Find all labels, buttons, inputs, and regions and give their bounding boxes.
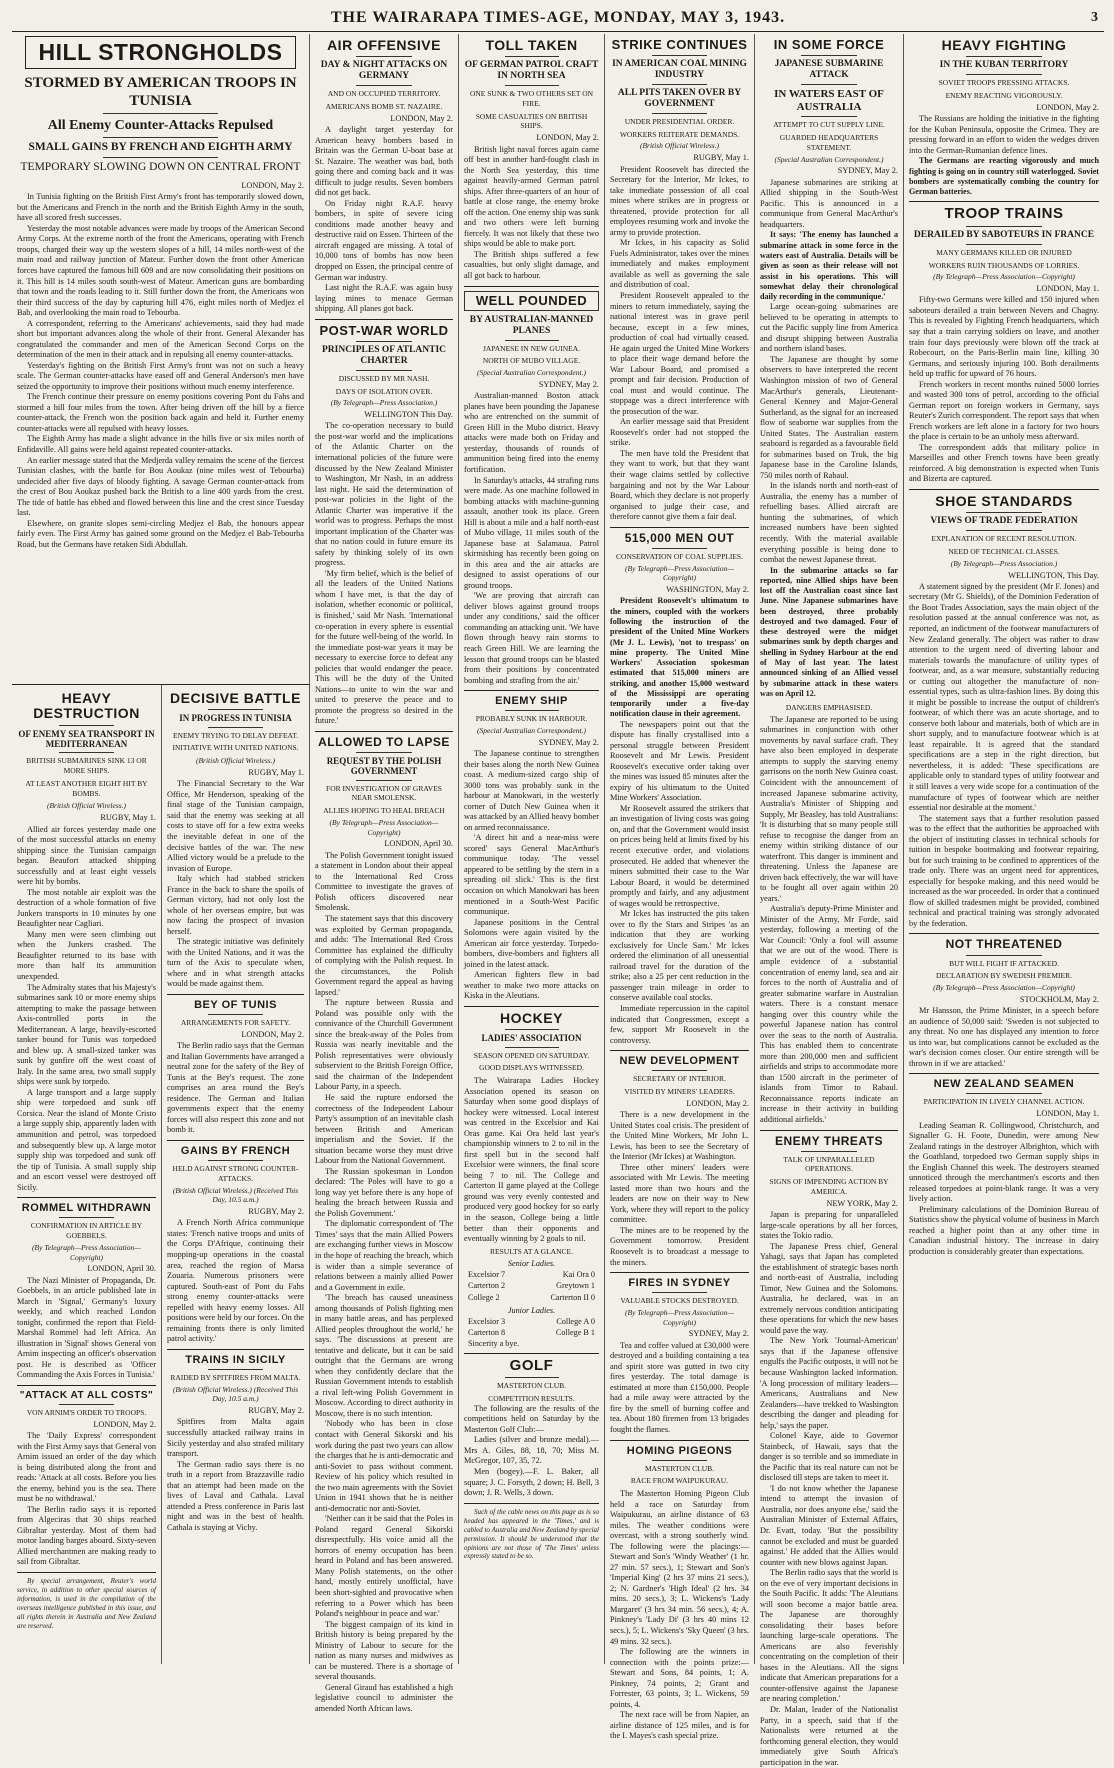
- sicily-dateline: RUGBY, May 2.: [248, 1406, 304, 1416]
- men-dateline: WASHINGTON, May 2.: [666, 585, 749, 595]
- lapse-paragraph: The Polish Government tonight issued a statement in London about their appeal to the International Red Cross Committee to investigate the graves of Polish officers discovered near Smolensk.: [315, 850, 453, 913]
- result-row: College 2 Carterton II 0: [468, 1292, 595, 1302]
- decisive-paragraph: Italy which had stabbed stricken France in the back to share the spoils of German victory, had not only lost the whole of her overseas empire, but was now facing the prospect of invasion herself.: [167, 874, 304, 936]
- decisive-paragraph: The strategic initiative was definitely with the United Nations, and it was the turn of the Axis to speculate when, where and in what strength attacks would be made against them.: [167, 937, 304, 989]
- strike-credit: (British Official Wireless.): [639, 141, 720, 151]
- trains-headline: TROOP TRAINS: [944, 205, 1064, 223]
- column-7: [904, 34, 1104, 1664]
- threatened-deck-2: DECLARATION BY SWEDISH PREMIER.: [936, 971, 1072, 981]
- rommel-paragraph: The Nazi Minister of Propaganda, Dr. Goebbels, in an article published late in March in 'Signal,' Germany's luxury weekly, and which reached London tonight, confirmed the report that Field-Marshal Rommel had left Africa. An illustration in 'Signal' shows General von Arnim inspecting an officer's observation post. He is described as 'Officer Commanding the Axis Forces in Tunisia.': [17, 1275, 156, 1380]
- column-grid: [12, 34, 1104, 1767]
- page-number: 3: [1091, 10, 1098, 25]
- well-credit: (Special Australian Correspondent.): [477, 368, 586, 378]
- men-headline: 515,000 MEN OUT: [624, 530, 735, 545]
- seamen-dateline: LONDON, May 1.: [1036, 1109, 1099, 1119]
- decisive-deck: ENEMY TRYING TO DELAY DEFEAT.: [172, 730, 299, 740]
- air-headline: AIR OFFENSIVE: [327, 37, 441, 53]
- postwar-subhead: PRINCIPLES OF ATLANTIC CHARTER: [321, 344, 447, 366]
- air-deck-2: AMERICANS BOMB ST. NAZAIRE.: [325, 101, 443, 111]
- heavy-paragraph: A large transport and a large supply ship were torpedoed and sunk off Corsica. Near the island of Monte Cristo a large supply ship, apparently laden with ammunition and petrol, was torpedoed and subsequently blew up. A large motor supply ship was torpedoed and sunk off the tip of Tunisia. A small supply ship and an escort vessel were destroyed off Sicily.: [17, 1087, 156, 1192]
- attack-dateline: LONDON, May 2.: [93, 1419, 156, 1429]
- heavy-paragraph: Many men were seen climbing out when the Junkers crashed. The Beaufighter returned to its base with more than half its ammunition unexpended.: [17, 929, 156, 982]
- air-deck: AND ON OCCUPIED TERRITORY.: [327, 89, 441, 99]
- lead-paragraph: Yesterday's fighting on the British First Army's front was not on such a heavy scale. The German counter-attacks have eased off and General Anderson's men have seized the opportunity to improve their positions without much enemy interference.: [17, 360, 304, 391]
- threats-paragraph: The Berlin radio says that the world is on the eve of very important decisions in the South Pacific. It adds: 'The Aleutians will soon become a major battle area. The Japanese are thoroughly consolidating their bases before launching large-scale operations. The Americans are also feverishly concentrating on the completion of their bases in the Aleutians. All the signs indicate that American preparations for a counter-offensive against the Japanese are nearing completion.': [760, 1568, 898, 1704]
- lead-paragraph: The Eighth Army has made a slight advance in the hills five or six miles north of Enfidaville. All gains were held against repeated counter-attacks.: [17, 434, 304, 455]
- newdev-dateline: LONDON, May 2.: [686, 1098, 749, 1108]
- force-paragraph: Large ocean-going submarines are believed to be operating in attempts to cut the Pacific supply line from America and disrupt shipping between Australia and northern island bases.: [760, 302, 898, 354]
- trains-dateline: LONDON, May 1.: [1036, 284, 1099, 294]
- heavy-deck-2: AT LEAST ANOTHER EIGHT HIT BY BOMBS.: [25, 778, 148, 798]
- lead-paragraph: A correspondent, referring to the Americans' achievements, said they had made short but important advances along the whole of their front. General Alexander has congratulated the commander and men of the American Second Corps on the determination of the men in their attack and in repulsing all enemy counter-attacks.: [17, 318, 304, 360]
- postwar-dateline: WELLINGTON This Day.: [364, 410, 453, 420]
- result-row: Excelsior 7 Kai Ora 0: [468, 1270, 595, 1280]
- well-paragraph: Australian-manned Boston attack planes have been pounding the Japanese who are entrenched on the summit of Green Hill in the Mubo district. Heavy attacks were made both on Friday and yesterday, thousands of rounds of ammunition being fired into the enemy fortification.: [464, 391, 599, 474]
- lapse-headline: ALLOWED TO LAPSE: [318, 734, 450, 749]
- toll-paragraph: The British ships suffered a few casualties, but only slight damage, and all got back to harbour.: [464, 249, 599, 280]
- newdev-headline: NEW DEVELOPMENT: [619, 1055, 740, 1068]
- newdev-deck-2: VISITED BY MINERS' LEADERS.: [624, 1086, 735, 1096]
- dangers-paragraph: Australia's deputy-Prime Minister and Minister of the Army, Mr Forde, said yesterday, following a meeting of the War Council: 'Only a fool will assume that we are out of the wood. There is ample evidence of a substantial concentration of enemy land, sea and air forces to the north of Australia and of greater submarine warfare in Australian waters. There is a constant menace hanging over this country while the powerful Japanese nation has control over the seas to the north of Australia. This has enabled them to concentrate more than 200,000 men and sufficient airfields and strips to accommodate more than 1500 aircraft in the perimeter of islands from Timor to Rabaul. Reconnaissance reports indicate an increase in their activity in building additional airfields.': [760, 904, 898, 1124]
- gains-credit: (British Official Wireless.) (Received This Day, 10.5 a.m.): [172, 1185, 299, 1205]
- golf-deck: MASTERTON CLUB.: [496, 1381, 566, 1391]
- lead-deck-3: TEMPORARY SLOWING DOWN ON CENTRAL FRONT: [20, 161, 301, 174]
- men-credit: (By Telegraph—Press Association—Copyright): [625, 563, 734, 583]
- enemyship-paragraph: American fighters flew in bad weather to make two more attacks on Kiska in the Aleutians.: [464, 970, 599, 1001]
- men-bold-paragraph: President Roosevelt's ultimatum to the miners, coupled with the workers following the instruction of the president of the United Mine Workers (Mr J. L. Lewis), 'not to trespass' on mine property. The United Mine Workers' Association spokesman estimated that 515,000 miners are striking, and another 15,000 westward of the Mississippi are operating temporarily under a five-day notification clause in their agreement.: [610, 596, 749, 719]
- rommel-credit: (By Telegraph—Press Association—Copyright): [32, 1242, 141, 1262]
- dangers-subhead: DANGERS EMPHASISED.: [785, 703, 873, 713]
- postwar-paragraph: 'My firm belief, which is the belief of all the leaders of the United Nations whom I have met, is that the day of isolation, whether economic or political, is finished,' said Mr Nash. 'International co-operation in every sphere is essential for the future well-being of the world. In the immediate post-war years it may be necessary to exercise force to defeat any policies that would endanger the peace. This will be the duty of the United Nations—to unite to win the war and united to preserve the peace and to promote the progress so desired in the future.': [315, 568, 453, 726]
- results-title: RESULTS AT A GLANCE.: [490, 1246, 573, 1256]
- fires-credit: (By Telegraph—Press Association—Copyright): [625, 1307, 734, 1327]
- kuban-bold-paragraph: The Germans are reacting vigorously and much fighting is going on in country still waterlogged. Soviet bombers are systematically combing the country for German batteries.: [909, 156, 1099, 197]
- attack-paragraph: The 'Daily Express' correspondent with the First Army says that General von Arnim issued an order of the day which is being distributed along the front and reads: 'Attack at all costs. Before you lies the enemy, behind you is the sea. There must be no withdrawal.': [17, 1431, 156, 1504]
- sicily-paragraph: The German radio says there is no truth in a report from Brazzaville radio that an attempt had been made on the lives of Laval and Cathala. Laval attended a Press conference in Paris last night and was in the best of health. Cathala is staying at Vichy.: [167, 1459, 304, 1532]
- postwar-deck: DISCUSSED BY MR NASH.: [338, 373, 430, 383]
- enemyship-paragraph: 'A direct hit and a near-miss were scored' says General MacArthur's communique today. 'The vessel appeared to be settling by the stern in a spreading oil slick.' This is the first occasion on which Manokwari has been mentioned in a South-West Pacific communique.: [464, 833, 599, 917]
- decisive-headline: DECISIVE BATTLE: [170, 690, 301, 706]
- sicily-paragraph: Spitfires from Malta again successfully attacked railway trains in Sicily yesterday and also strafed military transport.: [167, 1417, 304, 1459]
- kuban-paragraph: The Russians are holding the initiative in the fighting for the Kuban Peninsula, opposite the Crimea. They are pressing forward in an effort to widen the wedges driven into the German-Rumanian defence lines.: [909, 114, 1099, 155]
- pigeons-paragraph: The following are the winners in connection with the points prize:—Stewart and Sons, 84 points, 1; A. Pinkney, 74 points, 2; Grant and Forrester, 63 points, 3; L. Wickens, 59 points, 4.: [610, 1647, 749, 1709]
- column-2: [161, 684, 309, 1664]
- golf-paragraph: Men (bogey).—F. L. Baker, all square; J. C. Forsyth, 2 down; H. Bell, 3 down; J. R. Wells, 3 down.: [464, 1467, 599, 1498]
- threatened-dateline: STOCKHOLM, May 2.: [1019, 994, 1099, 1004]
- postwar-deck-2: DAYS OF ISOLATION OVER.: [335, 386, 433, 396]
- hockey-results: [464, 1247, 599, 1349]
- lapse-paragraph: The rupture between Russia and Poland was possible only with the connivance of the Churchill Government since the break-away of the Poles from Russia was nearly inevitable and the Polish representatives were obviously subservient to the British Foreign Office, said the chairman of the Independent Labour Party, in a speech.: [315, 998, 453, 1092]
- postwar-credit: (By Telegraph—Press Association.): [330, 398, 438, 408]
- lapse-dateline: LONDON, April 30.: [384, 839, 453, 849]
- air-subhead: DAY & NIGHT ATTACKS ON GERMANY: [320, 60, 448, 82]
- toll-deck-2: SOME CASUALTIES ON BRITISH SHIPS.: [475, 111, 588, 131]
- rommel-headline: ROMMEL WITHDRAWN: [21, 1202, 152, 1215]
- force-bold-paragraph: In the submarine attacks so far reported, nine Allied ships have been lost off the Australian coast since last June. Nine Japanese submarines have been destroyed, three probably destroyed and two damaged. Four of these destroyed were the midget submarines sunk by depth charges and shelling in Sydney Harbour at the end of May of last year. The latest announced sinking of an Allied vessel by submarine attack in these waters was on April 12.: [760, 565, 898, 698]
- force-subhead: JAPANESE SUBMARINE ATTACK: [774, 59, 884, 81]
- newdev-paragraph: The mines are to be reopened by the Government tomorrow. President Roosevelt is to broadcast a message to the miners.: [610, 1225, 749, 1267]
- lead-paragraph: An earlier message stated that the Medjerda valley remains the scene of the fiercest Tunisian clashes, with the battle for Bou Aoukaz (nine miles west of Tebourba) undecided after five days of bloody fighting. A savage German counter-attack from the crest of Bou Aoukaz pushed back the British to a line 400 yards from the crest. The tide of battle has ebbed and flowed between this line and the crest since Tuesday last.: [17, 455, 304, 518]
- decisive-subhead: IN PROGRESS IN TUNISIA: [179, 713, 292, 724]
- masthead: [12, 6, 1104, 32]
- shoe-paragraph: The statement says that a further resolution passed was to the effect that the authorities be approached with the object of instituting classes in technical schools for tuition in bespoke bootmaking and footwear repairing, but for such training to be confined to apprentices of the trade only. There was an urgent need for apprentices, especially for bespoke making, and this need would be increased as the war proceeded. In order that a continued flow of skilled tradesmen might be provided, combined technical and practical training was strongly advocated by the federation.: [909, 813, 1099, 928]
- enemyship-deck: PROBABLY SUNK IN HARBOUR.: [475, 714, 588, 724]
- golf-footnote: Such of the cable news on this page as is so headed has appeared in the 'Times,' and is cabled to Australia and New Zealand by special permission. It should be understood that the opinions are not those of 'The Times' unless expressly stated to be so.: [464, 1508, 599, 1561]
- enemyship-paragraph: Japanese positions in the Central Solomons were again visited by the American air force yesterday. Torpedo-bombers, dive-bombers and fighters all joined in the latest attack.: [464, 917, 599, 969]
- heavy-dateline: RUGBY, May 1.: [100, 813, 156, 823]
- threats-paragraph: Dr. Malan, leader of the Nationalist Party, in a speech, said that if the Nationalists were returned at the forthcoming general election, they would immediately give South Africa's participation in the war.: [760, 1705, 898, 1767]
- shoe-deck-2: NEED OF TECHNICAL CLASSES.: [948, 547, 1060, 557]
- pigeons-deck-2: RACE FROM WAIPUKURAU.: [630, 1476, 729, 1486]
- men-paragraph: Mr Roosevelt assured the strikers that an investigation of living costs was going on, and that the Government would insist on prices being held at limits fixed by his recent executive order, and violations prosecuted. He added that whenever the miners submitted their case to the War Labour Board, it would be determined promptly and fairly, and any adjustment of wages would be retrospective.: [610, 803, 749, 908]
- lead-deck-2: SMALL GAINS BY FRENCH AND EIGHTH ARMY: [28, 140, 293, 153]
- force-credit: (Special Australian Correspondent.): [774, 154, 884, 164]
- seamen-paragraph: Preliminary calculations of the Dominion Bureau of Statistics show the physical volume of business in March reached a higher point than at any other time in Canadian industrial history. The increase in dairy production is considerably greater than expectations.: [909, 1204, 1099, 1256]
- seamen-paragraph: Leading Seaman R. Collingwood, Christchurch, and Signaller G. H. Foote, Dunedin, were among New Zealand ratings in the destroyer Albrighton, which with the Goathland, torpedoed two German supply ships in the English Channel this week. The destroyers steamed unnoticed through the merchantmen's escorts and then released torpedoes at point-blank range. It was a very lively action.: [909, 1120, 1099, 1204]
- threats-paragraph: 'I do not know whether the Japanese intend to attempt the invasion of Australia, nor does anyone else,' said the Australian Minister of External Affairs, Dr. Evatt, today. 'But the possibility cannot be excluded and must be guarded against.' He added that the Allies would counter with new blows against Japan.: [760, 1483, 898, 1567]
- lapse-paragraph: The Russian spokesman in London declared: 'The Poles will have to go a long way yet before there is any hope of healing the breach between Russia and the Polish Government.': [315, 1166, 453, 1218]
- result-row: Excelsior 3 College A 0: [468, 1316, 595, 1326]
- men-deck: CONSERVATION OF COAL SUPPLIES.: [616, 551, 743, 561]
- shoe-credit: (By Telegraph—Press Association.): [950, 558, 1058, 568]
- strike-subhead-2: ALL PITS TAKEN OVER BY GOVERNMENT: [617, 88, 742, 110]
- lead-paragraph: Elsewhere, on granite slopes semi-circling Medjez el Bab, the honours appear fairly even. The First Army has gained some ground on the Medjez el Bab-Tebourba Road, but the Germans have retaken Sidi Abdullah.: [17, 518, 304, 549]
- golf-paragraph: The following are the results of the competitions held on Saturday by the Masterton Golf Club:—: [464, 1403, 599, 1434]
- shoe-subhead: VIEWS OF TRADE FEDERATION: [930, 516, 1078, 527]
- well-paragraph: In Saturday's attacks, 44 strafing runs were made. As one machine followed in bombing attacks with machine-gunning assault, another took its place. Green Hill is about a mile and a half north-east of Mubo village, 11 miles south of the Japanese base at Salamaua. Patrol skirmishing has recently been going on in this area and the air attacks are designed to assist operations of our ground troops.: [464, 475, 599, 590]
- air-paragraph: On Friday night R.A.F. heavy bombers, in spite of severe icing conditions made another heavy and destructive raid on Essen. Thirteen of the aircraft engaged are missing. A total of 10,000 tons of bombs has now been dropped on Essen, the principal centre of German war industry.: [315, 198, 453, 282]
- kuban-subhead: IN THE KUBAN TERRITORY: [939, 60, 1069, 71]
- newdev-paragraph: Three other miners' leaders were associated with Mr Lewis. The meeting lasted more than two hours and the leaders are now on their way to New York, where they will report to the policy committee.: [610, 1162, 749, 1225]
- force-deck-2: GUARDED HEADQUARTERS STATEMENT.: [779, 133, 879, 152]
- column-1: [12, 684, 161, 1664]
- lead-paragraph: In Tunisia fighting on the British First Army's front has temporarily slowed down, but the Americans and French in the north and the British Eighth Army in the south, have all scored fresh successes.: [17, 192, 304, 223]
- masthead-title: THE WAIRARAPA TIMES-AGE, MONDAY, MAY 3, 1943.: [330, 9, 786, 26]
- force-dateline: SYDNEY, May 2.: [837, 166, 898, 176]
- well-dateline: SYDNEY, May 2.: [538, 379, 599, 389]
- trains-subhead: DERAILED BY SABOTEURS IN FRANCE: [913, 229, 1095, 240]
- strike-dateline: RUGBY, May 1.: [693, 153, 749, 163]
- shoe-dateline: WELLINGTON, This Day.: [1008, 570, 1099, 580]
- toll-subhead: OF GERMAN PATROL CRAFT IN NORTH SEA: [464, 60, 599, 82]
- trains-paragraph: French workers in recent months ruined 5000 lorries and wasted 300 tons of petrol, according to the official German report on foreign workers in Germany, says Reuter's Zurich correspondent. The report says that when French workers are left alone in a factory for two hours the place is certain to be an unholy mess afterward.: [909, 379, 1099, 442]
- threats-paragraph: The New York 'Journal-American' says that if the Japanese offensive engulfs the Pacific outposts, it will not be because Washington lacked information. 'A long procession of military leaders—Americans, Australians and New Zealanders—have trekked to Washington describing the danger and pleading for help,' says the paper.: [760, 1336, 898, 1430]
- kuban-headline: HEAVY FIGHTING: [941, 37, 1067, 53]
- kuban-deck: SOVIET TROOPS PRESSING ATTACKS.: [938, 78, 1070, 88]
- trains-credit: (By Telegraph—Press Association—Copyright): [933, 272, 1075, 282]
- threatened-deck: BUT WILL FIGHT IF ATTACKED.: [949, 958, 1059, 968]
- kuban-dateline: LONDON, May 2.: [1036, 102, 1099, 112]
- lead-headline: HILL STRONGHOLDS: [25, 36, 296, 69]
- enemyship-dateline: SYDNEY, May 2.: [538, 737, 599, 747]
- lapse-deck: FOR INVESTIGATION OF GRAVES NEAR SMOLENSK.: [326, 783, 442, 803]
- heavy-deck: BRITISH SUBMARINES SINK 13 OR MORE SHIPS.: [26, 756, 147, 776]
- strike-subhead: IN AMERICAN COAL MINING INDUSTRY: [612, 59, 747, 81]
- men-paragraph: The newspapers point out that the dispute has finally crystallised into a personal struggle between President Roosevelt and Mr Lewis. President Roosevelt's executive order taking over the mines was issued 85 minutes after the expiry of his ultimatum to the United Mine Workers' Association.: [610, 719, 749, 803]
- enemyship-headline: ENEMY SHIP: [495, 695, 568, 708]
- threats-paragraph: Japan is preparing for unparalleled large-scale operations by all her forces, states the Tokio radio.: [760, 1210, 898, 1241]
- well-subhead: BY AUSTRALIAN-MANNED PLANES: [469, 314, 594, 336]
- force-deck: ATTEMPT TO CUT SUPPLY LINE.: [773, 120, 885, 130]
- fires-dateline: SYDNEY, May 2.: [688, 1329, 749, 1339]
- tunis-headline: BEY OF TUNIS: [194, 998, 277, 1011]
- fires-headline: FIRES IN SYDNEY: [628, 1277, 731, 1290]
- strike-deck-2: WORKERS REITERATE DEMANDS.: [619, 129, 740, 139]
- well-deck-2: NORTH OF MUBO VILLAGE.: [482, 356, 581, 366]
- seamen-headline: NEW ZEALAND SEAMEN: [933, 1078, 1075, 1091]
- tunis-paragraph: The Berlin radio says that the German and Italian Governments have arranged a neutral zone for the safety of the Bey of Tunis at the Bey's request. The zone comprises an area round the Bey's residence. The German and Italian governments expect that the enemy forces will also respect this zone and not bomb it.: [167, 1041, 304, 1135]
- attack-deck: VON ARNIM'S ORDER TO TROOPS.: [26, 1407, 147, 1417]
- heavy-paragraph: The most notable air exploit was the destruction of a whole formation of five Junkers transports in 10 minutes by one Beaufighter near Cagliari.: [17, 887, 156, 929]
- lapse-paragraph: 'The breach has caused uneasiness among thousands of Polish fighting men in many battle areas, and has perplexed Allied peoples throughout the world,' he says. 'The discussions at present are tentative and delicate, but it can be said outright that the Germans are wrong when they confidently declare that the Russian Government intends to establish a rival left-wing Polish Government in Moscow. According to direct authority in Moscow, there is no such intention.: [315, 1293, 453, 1418]
- air-dateline: LONDON, May 2.: [390, 113, 453, 123]
- tunis-deck: ARRANGEMENTS FOR SAFETY.: [180, 1018, 291, 1028]
- seamen-deck: PARTICIPATION IN LIVELY CHANNEL ACTION.: [923, 1097, 1085, 1107]
- threatened-paragraph: Mr Hansson, the Prime Minister, in a speech before an audience of 50,000 said: 'Sweden is not subjected to any threat. No one has displayed any intention to force us into war, but complications cannot be excluded as the war's decision comes closer. Our entire strength will be thrown in if we are attacked.': [909, 1006, 1099, 1068]
- heavy-credit: (British Official Wireless.): [46, 801, 127, 811]
- men-paragraph: Immediate repercussion in the capitol indicated that Congressmen, except a few, support Mr Roosevelt in the controversy.: [610, 1003, 749, 1045]
- newdev-paragraph: There is a new development in the United States coal crisis. The president of the United Mine Workers, Mr John L. Lewis, has been to see the Secretary of the Interior (Mr Ickes) at Washington.: [610, 1110, 749, 1162]
- heavy-paragraph: The Admiralty states that his Majesty's submarines sank 10 or more enemy ships attempting to make the passage between Axis-controlled ports in the Mediterranean. A large, heavily-escorted tanker bound for Tunis was torpedoed and blew up. A small-sized tanker was sunk by gunfire off the west coast of Italy. In the same area, two small supply ships were sunk by torpedo.: [17, 982, 156, 1087]
- threats-deck-2: SIGNS OF IMPENDING ACTION BY AMERICA.: [769, 1177, 889, 1196]
- shoe-paragraph: A statement signed by the president (Mr F. Jones) and secretary (Mr G. Shields), of the Dominion Federation of the Boot Trades Association, says the main object of the resolution passed at the annual conference was not, as reported, an indictment of the footwear manufacturers of New Zealand generally. The object was rather to draw attention to the urgent need of diverting labour and materials towards the manufacture of utility types of footwear, and, as a war measure, substantially reducing or cutting out altogether the manufacture of non-essential types, such as ultra-fashion lines. By doing this it might be possible to increase the output of children's footwear, of which there was an acute shortage, and to conserve both labour and materials, both of which are in short supply, and to manufacture footwear which is at least repairable. It is agreed that the standard specifications are a step in the right direction, but nevertheless, it is added: 'These specifications are applicable only to standard types of utility footwear and it still leaves a very wide scope for a continuation of the manufacture of types of footwear which are neither essential nor desirable at the moment.': [909, 581, 1099, 813]
- gains-paragraph: A French North Africa communique states: 'French native troops and units of the Corps D'Afrique, continuing their mopping-up operations in the coastal area, reached the region of Marsa Zouaria. Numerous prisoners were captured. South-east of Pont du Fahs strong enemy counter-attacks were repelled with heavy enemy losses. All positions were held by our forces. On the remaining fronts there is only limited patrol activity.': [167, 1218, 304, 1344]
- hockey-deck: SEASON OPENED ON SATURDAY.: [473, 1050, 590, 1060]
- threats-deck: TALK OF UNPARALLELED OPERATIONS.: [783, 1154, 875, 1174]
- column-6: [755, 34, 903, 1767]
- fires-deck: VALUABLE STOCKS DESTROYED.: [620, 1296, 739, 1306]
- gains-headline: GAINS BY FRENCH: [180, 1144, 291, 1157]
- postwar-paragraph: The co-operation necessary to build the post-war world and the implications of the Atlantic Charter on the international policies of the future were discussed by the New Zealand Minister to Washington, Mr Nash, in an address last night. He said the determination of post-war policies in the light of the Atlantic Charter was imperative if the world was to progress. Perhaps the most important implication of the Charter was that no nation could in future ensure its safety by thinking solely of its own progress.: [315, 421, 453, 568]
- threats-paragraph: Colonel Kaye, aide to Governor Stainbeck, of Hawaii, says that the danger is so terrible and so immediate in the Pacific that its real nature can not be disclosed till steps are taken to meet it.: [760, 1431, 898, 1483]
- fires-paragraph: Tea and coffee valued at £30,000 were destroyed and a building containing a tea and spirit store was gutted in two city fires yesterday. The total damage is estimated at more than £150,000. People had a mile away were attracted by the fire by the smell of burning coffee and tea. About 180 firemen from 13 brigades fought the flames.: [610, 1340, 749, 1434]
- lapse-paragraph: 'Neither can it be said that the Poles in Poland regard General Sikorski disrespectfully. His voice amid all the horrors of enemy occupation has been heard in Poland and has been answered. Many Polish statements, on the other hand, mostly entirely unofficial, have been short-sighted and provocative when referring to a Power which has been Poland's neighbour in peace and war.': [315, 1514, 453, 1619]
- enemyship-paragraph: The Japanese continue to strengthen their bases along the north New Guinea coast. A medium-sized cargo ship of 3000 tons was probably sunk in the harbour at Manokwari, in the westerly corner of Dutch New Guinea when it was attacked by an Allied heavy bomber on armed reconnaissance.: [464, 749, 599, 832]
- men-paragraph: Mr Ickes has instructed the pits taken over to fly the Stars and Stripes 'as an indication that they are working exclusively for Uncle Sam.' Mr Ickes ordered the elimination of all unessential railroad travel for the duration of the strike; also a 25 per cent reduction in the passenger train mileage in order to conserve available coal stocks.: [610, 909, 749, 1003]
- trains-paragraph: The correspondent adds that military police in Marseilles and other French towns have been greatly reinforced. A big demonstration is expected when Tunis and Bizerta are captured.: [909, 442, 1099, 484]
- threats-paragraph: The Japanese Press chief, General Yahagi, says that Japan has completed the establishment of strategic bases north and north-east of Australia, including Timor, New Guinea and the Solomons. Australia, he declared, was in an extremely nervous condition anticipating these operations for which the new bases would pave the way.: [760, 1241, 898, 1335]
- lead-deck: All Enemy Counter-Attacks Repulsed: [47, 117, 274, 133]
- lead-story: [12, 34, 309, 684]
- force-paragraph: The Japanese are thought by some observers to have interpreted the recent Washington mission of two of General MacArthur's generals, Lieutenant-General Kenney and Major-General Sutherland, as the signal for an increased flow of seaborne war supplies from the United States. The Australian eastern seaboard is regarded as a favourable field for submarines based on Truk, the big Japanese base in the Caroline Islands, 750 miles north of Rabaul.: [760, 354, 898, 480]
- strike-paragraph: The men have told the President that they want to work, but that they want their wage claims settled by collective bargaining and not by the War Labour Board, which they declare is not properly organised to judge their case, and therefore cannot give them a fair deal.: [610, 448, 749, 522]
- lapse-paragraph: 'Nobody who has been in close contact with General Sikorski and his work during the past two years can allow the charges that he is anti-democratic and anti-Soviet to pass without comment. Review of his policy which resulted in the two main agreements with the Soviet Union in 1941 shows that he is neither anti-democratic nor anti-Soviet.: [315, 1419, 453, 1513]
- pigeons-headline: HOMING PIGEONS: [626, 1444, 733, 1457]
- decisive-dateline: RUGBY, May 1.: [248, 767, 304, 777]
- heavy-headline: HEAVY DESTRUCTION: [33, 690, 140, 722]
- lead-paragraph: Yesterday the most notable advances were made by troops of the American Second Army Corps. At the extreme north of the front the Americans, operating with French troops, charged their way up the western slopes of a hill, 14 miles north-west of the main road and railway junction of Mateur. Further down the front other American forces have captured the famous hill 609 and are now consolidating their positions on it. This hill is 14 miles south south-west of Mateur. American guns are bombarding that town and the roads leading to it. Still further down the front, the Americans won their third success of the day by capturing hill 476, eight miles north of Medjez el Bab, and overlooking the main road to Tebourba.: [17, 223, 304, 318]
- well-headline: WELL POUNDED: [464, 291, 599, 311]
- threats-headline: ENEMY THREATS: [774, 1133, 884, 1148]
- attack-footnote: By special arrangement, Reuter's world service, in addition to other special sources of information, is used in the compilation of the overseas intelligence published in this issue, and all rights therein in Australia and New Zealand are reserved.: [17, 1577, 156, 1630]
- sicily-deck: RAIDED BY SPITFIRES FROM MALTA.: [170, 1372, 301, 1382]
- shoe-headline: SHOE STANDARDS: [935, 492, 1073, 509]
- air-paragraph: A daylight target yesterday for American heavy bombers based in Britain was the German U-boat base at St. Nazaire. The weather was bad, both going there and coming back and it was difficult to judge results. Seven bombers did not get back.: [315, 125, 453, 198]
- trains-deck-2: WORKERS RUIN THOUSANDS OF LORRIES.: [928, 260, 1080, 270]
- strike-paragraph: An earlier message said that President Roosevelt's order had not stopped the strike.: [610, 417, 749, 448]
- rommel-deck: CONFIRMATION IN ARTICLE BY GOEBBELS.: [30, 1221, 143, 1241]
- lapse-paragraph: The diplomatic correspondent of 'The Times' says that the main Allied Powers are exchanging further views in Moscow in the hope of reaching the breach, which is wider than a simple severance of relations between a mainly allied Power and a Government in exile.: [315, 1219, 453, 1292]
- strike-headline: STRIKE CONTINUES: [611, 37, 748, 52]
- force-paragraph: Japanese submarines are striking at Allied shipping in the South-West Pacific. This is announced in a communique from General MacArthur's headquarters.: [760, 177, 898, 229]
- gains-dateline: RUGBY, May 2.: [248, 1207, 304, 1217]
- lead-subhead: STORMED BY AMERICAN TROOPS IN TUNISIA: [24, 75, 297, 109]
- tunis-dateline: LONDON, May 2.: [241, 1029, 304, 1039]
- threatened-headline: NOT THREATENED: [945, 937, 1063, 952]
- newdev-deck: SECRETARY OF INTERIOR.: [633, 1074, 726, 1084]
- column-4: [459, 34, 604, 1664]
- lead-dateline: LONDON, May 2.: [241, 180, 304, 190]
- heavy-subhead: OF ENEMY SEA TRANSPORT IN MEDITERRANEAN: [18, 728, 155, 750]
- threatened-credit: (By Telegraph—Press Association—Copyright): [933, 983, 1075, 993]
- lapse-subhead: REQUEST BY THE POLISH GOVERNMENT: [326, 756, 442, 777]
- pigeons-paragraph: The Masterton Homing Pigeon Club held a race on Saturday from Waipukurau, an airline distance of 63 miles. The weather conditions were overcast, with a strong southerly wind. The following were the placings:—Stewart and Son's 'Windy Weather' (1 hr. 27 min. 57 secs.), 1; Stewart and Son's 'Imperial King' (2 hrs 37 mins 21 secs.), 2; N. Gardner's 'High Ideal' (2 hrs. 34 mins. 20 secs.), 3; L. Wickens's 'Lady Margaret' (3 hrs 34 min. 56 secs.), 4; A. Pinkney's 'Lady Di' (3 hrs 40 mins 12 secs.), 5; L. Wickens's 'Sky Queen' (3 hrs. 49 mins. 32 secs.).: [610, 1489, 749, 1646]
- column-3: [310, 34, 458, 1713]
- toll-dateline: LONDON, May 2.: [536, 133, 599, 143]
- lapse-deck-2: ALLIES HOPING TO HEAL BREACH: [323, 806, 445, 816]
- attack-headline: "ATTACK AT ALL COSTS": [19, 1389, 154, 1401]
- trains-deck: MANY GERMANS KILLED OR INJURED: [936, 247, 1072, 257]
- enemyship-credit: (Special Australian Correspondent.): [477, 725, 586, 735]
- shoe-deck: EXPLANATION OF RECENT RESOLUTION.: [931, 534, 1077, 544]
- toll-deck: ONE SUNK & TWO OTHERS SET ON FIRE.: [469, 89, 594, 108]
- hockey-deck-2: GOOD DISPLAYS WITNESSED.: [479, 1063, 584, 1073]
- well-deck: JAPANESE IN NEW GUINEA.: [482, 343, 581, 353]
- gains-deck: HELD AGAINST STRONG COUNTER-ATTACKS.: [172, 1164, 299, 1183]
- result-row: Carterton 8 College B 1: [468, 1327, 595, 1337]
- decisive-paragraph: The Financial Secretary to the War Office, Mr Henderson, speaking of the final stage of the Tunisian campaign, said that the enemy was seeking at all costs to stave off for a few extra weeks the inevitable defeat in one of the decisive battles of the war. The new Allied victory would be a prelude to the invasion of Europe.: [167, 779, 304, 873]
- rommel-dateline: LONDON, April 30.: [87, 1264, 156, 1274]
- trains-paragraph: Fifty-two Germans were killed and 150 injured when saboteurs derailed a train between Nevers and Chagny. This is revealed by Fighting French headquarters, which say that a train carrying soldiers on leave, and another train four days previously were blown off the track at Robecourt, on the Paris-Berlin main line, killing 30 Germans, and seriously injuring 100. Both derailments held up traffic for upward of 76 hours.: [909, 295, 1099, 379]
- air-paragraph: Last night the R.A.F. was again busy laying mines to menace German shipping. All planes got back.: [315, 283, 453, 314]
- hockey-paragraph: The Wairarapa Ladies Hockey Association opened its season on Saturday when some good displays of hockey were witnessed. Local interest was centred in the Excelsior and Kai Oras game. Kai Ora held last year's championship winners to 2 to nil in the first spell but in the second half Excelsior were winners, the final score being 7 to nil. The College and Carterton II game played at the College ground was very evenly contested and produced very good hockey for so early in the season, College being a little better than their opponents and eventually winning by 2 goals to nil.: [464, 1076, 599, 1244]
- golf-paragraph: Ladies (silver and bronze medal).—Mrs A. Giles, 88, 18, 70; Miss M. McGregor, 107, 35, 72.: [464, 1435, 599, 1466]
- result-row: Sincerity a bye.: [468, 1338, 520, 1348]
- decisive-deck-2: INITIATIVE WITH UNITED NATIONS.: [172, 743, 299, 753]
- pigeons-paragraph: The next race will be from Napier, an airline distance of 125 miles, and is for the I. Mayes's cash special prize.: [610, 1710, 749, 1741]
- dangers-paragraph: The Japanese are reported to be using submarines in conjunction with other movements by naval surface craft. They have also been employed in desperate attempts to supply the starving enemy garrisons on the north New Guinea coast. Coincident with the announcement of increased Japanese submarine activity, Australia's Minister of Shipping and Supply, Mr Beasley, has told Australians: 'It is disturbing that so many people still refuse to recognise the danger from an enemy within striking distance of our waterfront. This danger is imminent and threatening. Unless the Japanese are driven back effectively, the war will have to be fought all over again within 20 years.': [760, 714, 898, 903]
- hockey-subhead: LADIES' ASSOCIATION: [481, 1033, 582, 1044]
- pigeons-deck: MASTERTON CLUB.: [644, 1463, 714, 1473]
- lapse-paragraph: He said the rupture endorsed the correctness of the Independent Labour Party's assumption of an inevitable clash between British and American imperialism and the Soviet. If the situation became worse they must drive Labour from the National Government.: [315, 1093, 453, 1166]
- result-row: Carterton 2 Greytown 1: [468, 1281, 595, 1291]
- lapse-paragraph: The biggest campaign of its kind in British history is being prepared by the Ministry of Labour to secure for the nation as many nurses and midwives as can be mustered. There is a shortage of several thousands.: [315, 1619, 453, 1682]
- sicily-headline: TRAINS IN SICILY: [185, 1353, 286, 1366]
- junior-title: Junior Ladies.: [507, 1305, 556, 1315]
- sicily-credit: (British Official Wireless.) (Received This Day, 10.5 a.m.): [172, 1384, 299, 1404]
- force-headline: IN SOME FORCE: [773, 37, 885, 52]
- toll-paragraph: British light naval forces again came off best in another hard-fought clash in the North Sea yesterday, this time against heavily-armed German patrol ships. After three-quarters of an hour of battle at close range, the enemy broke off the action. One enemy ship was sunk and two others were left burning fiercely. It was not likely that these two ships would be able to make port.: [464, 144, 599, 249]
- golf-deck-2: COMPETITION RESULTS.: [488, 1394, 575, 1404]
- force-subhead-2: IN WATERS EAST OF AUSTRALIA: [774, 88, 884, 113]
- golf-headline: GOLF: [509, 1356, 554, 1374]
- lead-paragraph: The French continue their pressure on enemy positions covering Pont du Fahs and stormed a hill four miles from the town. After being driven off the hill by a fierce counter-attack, the French won the position back again and held it. Further enemy counter-attacks were all repulsed with heavy losses.: [17, 392, 304, 433]
- attack-paragraph: The Berlin radio says it is reported from Algeciras that 30 ships reached Gibraltar yesterday. Most of them had motor landing barges aboard. Sixty-seven Allied merchantmen are making ready to sail from Gibraltar.: [17, 1504, 156, 1567]
- hockey-headline: HOCKEY: [500, 1009, 563, 1026]
- strike-paragraph: President Roosevelt has directed the Secretary for the Interior, Mr Ickes, to take immediate possession of all coal mines where strikes are in progress or threatened, provide protection for all employees resuming work and invoke the army to provide protection.: [610, 164, 749, 237]
- lapse-paragraph: General Giraud has established a high legislative council to administer the amended North African laws.: [315, 1682, 453, 1713]
- postwar-headline: POST-WAR WORLD: [319, 322, 449, 338]
- senior-title: Senior Ladies.: [507, 1259, 556, 1269]
- toll-headline: TOLL TAKEN: [485, 37, 578, 53]
- heavy-paragraph: Allied air forces yesterday made one of the most successful attacks on enemy shipping since the Tunisian campaign began. Beaufort attacked shipping successfully and at least eight vessels were hit by bombs.: [17, 824, 156, 887]
- strike-deck: UNDER PRESIDENTIAL ORDER.: [624, 116, 735, 126]
- threats-dateline: NEW YORK, May 2.: [826, 1198, 898, 1208]
- lapse-credit: (By Telegraph—Press Association—Copyright): [329, 817, 439, 837]
- column-5: [605, 34, 754, 1741]
- well-paragraph: 'We are proving that aircraft can deliver blows against ground troops under any conditions,' said the officer commanding an attacking unit. 'We have flown through heavy rain storms to reach Green Hill. We are learning the lesson that ground troops can be blasted from their positions by concentrated bombing and strafing from the air.': [464, 591, 599, 685]
- force-bold-paragraph: It says: 'The enemy has launched a submarine attack in some force in the waters east of Australia. Details will be given as soon as their release will not assist in his operations. This will somewhat delay their chronological daily recording in the communique.': [760, 230, 898, 302]
- kuban-deck-2: ENEMY REACTING VIGOROUSLY.: [945, 91, 1063, 101]
- strike-paragraph: Mr Ickes, in his capacity as Solid Fuels Administrator, takes over the mines immediately and makes employment available as well as governing the sale and distribution of coal.: [610, 238, 749, 290]
- strike-paragraph: President Roosevelt appealed to the miners to return immediately, saying the national interest was in grave peril because, except in a few mines, production of coal had virtually ceased. He again urged the United Mine Workers to place their wage demand before the War Labour Board, and promised a prompt and fair decision. Production of coal must and would continue. The stoppage was a direct interference with the prosecution of the war.: [610, 290, 749, 416]
- force-paragraph: In the islands north and north-east of Australia, the enemy has a number of refuelling bases. Allied aircraft are hunting the submarines, of which increased numbers have been sighted recently. With the material available everything possible is being done to combat the newest Japanese threat.: [760, 481, 898, 565]
- lapse-paragraph: The statement says that this discovery was exploited by German propaganda, and adds: 'The International Red Cross Committee has explained the difficulty of complying with the Polish request. In the circumstances, the Polish Government regard the appeal as having lapsed.': [315, 913, 453, 997]
- decisive-credit: (British Official Wireless.): [195, 756, 276, 766]
